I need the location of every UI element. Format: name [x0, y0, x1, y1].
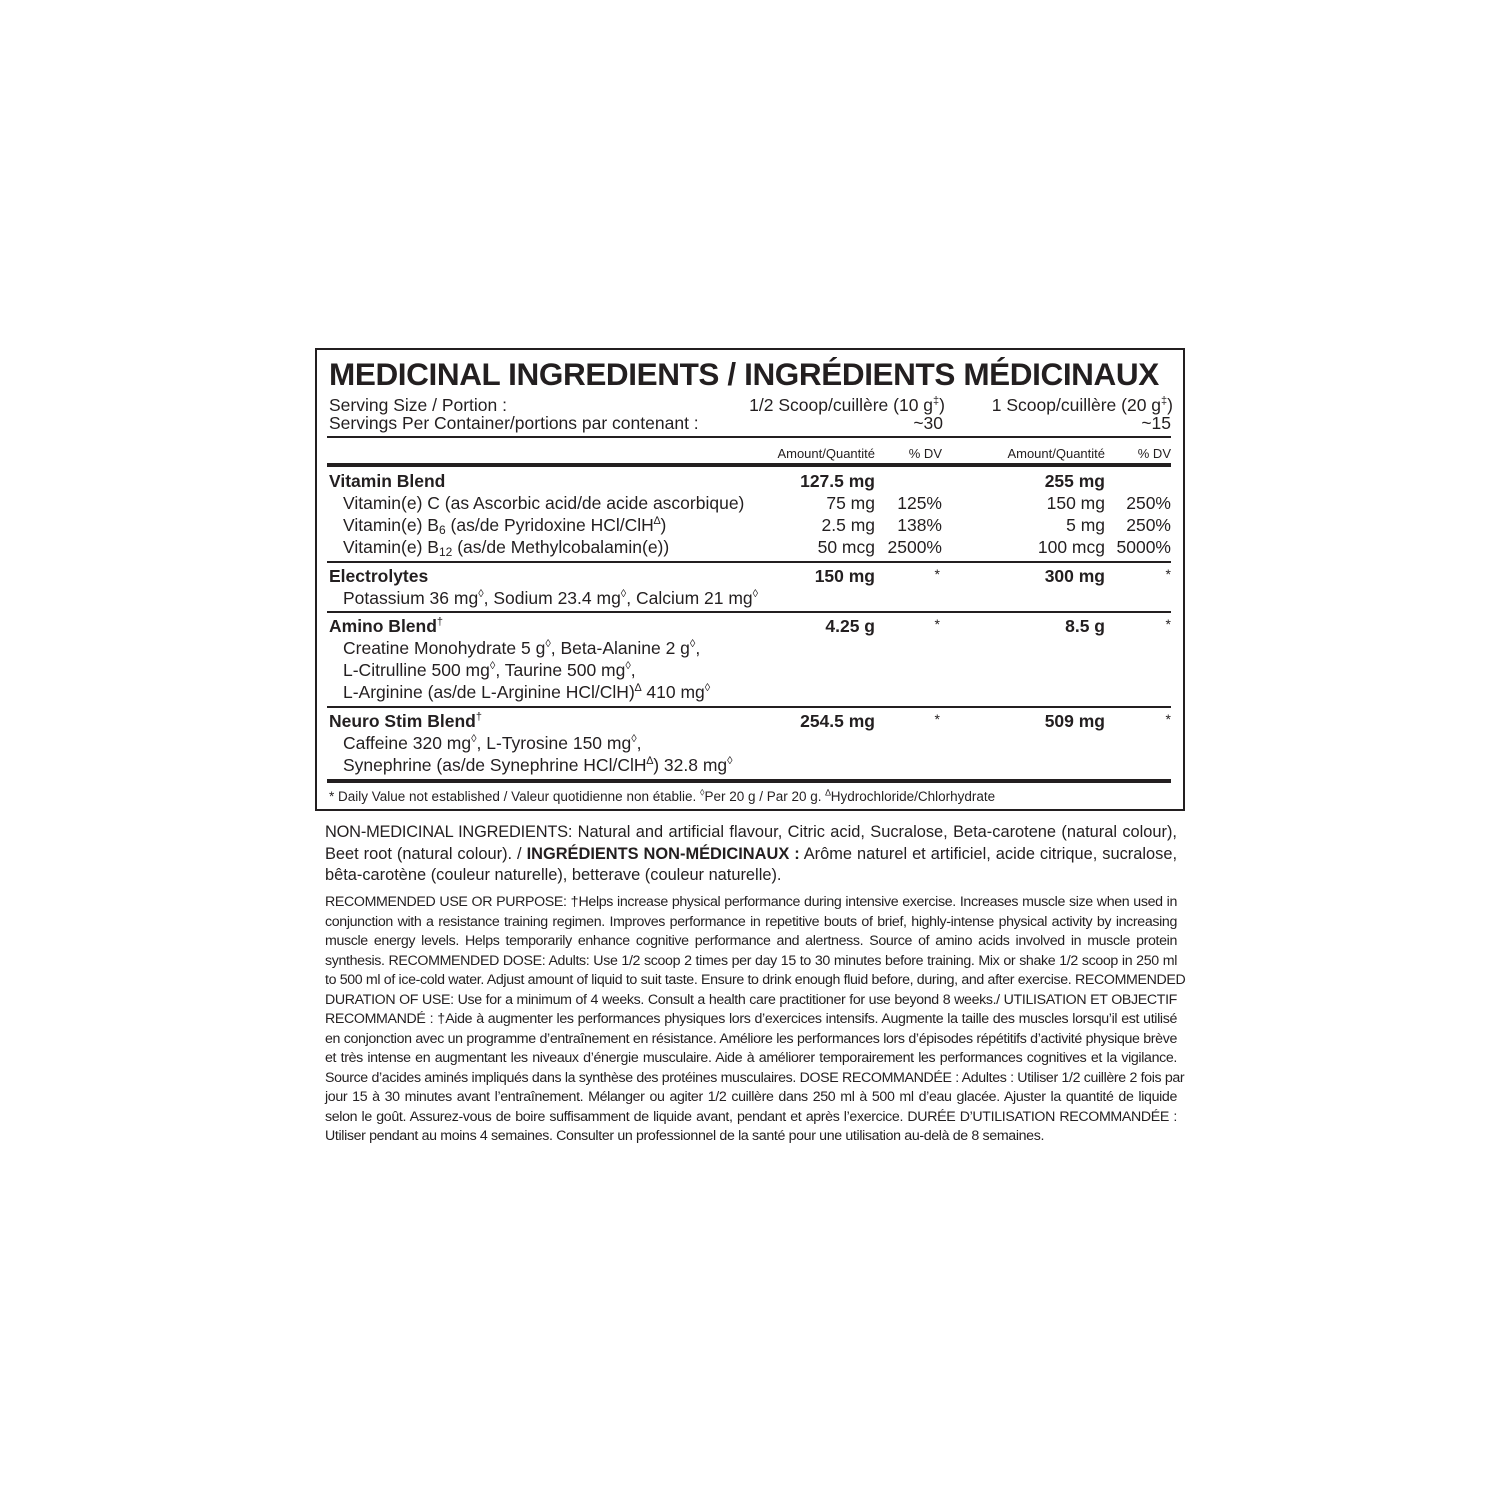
col-header-amount-2: Amount/Quantité — [1007, 446, 1105, 461]
footnote: * Daily Value not established / Valeur quotidienne non établie. ◊Per 20 g / Par 20 g. ∆Hydrochloride/Chlorhydrate — [329, 787, 996, 804]
neuro-stim-dv-2: * — [1165, 711, 1171, 727]
electrolytes-name: Electrolytes — [329, 566, 429, 586]
neuro-stim-dv-1: * — [934, 711, 940, 727]
divider — [327, 706, 1171, 708]
electrolytes-dv-1: * — [934, 566, 940, 582]
vitamin-blend-name: Vitamin Blend — [329, 471, 446, 491]
servings-count-full: ~15 — [1141, 413, 1171, 433]
vitamin-b6-amount-2: 5 mg — [1066, 515, 1105, 535]
vitamin-c-amount-1: 75 mg — [826, 493, 875, 513]
vitamin-b6-amount-1: 2.5 mg — [821, 515, 875, 535]
thick-divider — [327, 463, 1171, 467]
panel-title: MEDICINAL INGREDIENTS / INGRÉDIENTS MÉDICINAUX — [329, 356, 1159, 392]
vitamin-b12-dv-1: 2500% — [887, 537, 942, 557]
serving-half-scoop: 1/2 Scoop/cuillère (10 g‡) — [749, 395, 945, 415]
electrolytes-amount-2: 300 mg — [1044, 566, 1105, 586]
col-header-dv-1: % DV — [908, 446, 942, 461]
vitamin-b6-dv-2: 250% — [1126, 515, 1171, 535]
neuro-stim-line-1: Caffeine 320 mg◊, L-Tyrosine 150 mg◊, — [343, 733, 642, 753]
servings-count-half: ~30 — [913, 413, 943, 433]
serving-size-label: Serving Size / Portion : — [329, 395, 507, 415]
vitamin-b12-label: Vitamin(e) $B_{12}$ (as/de Methylcobalamin(e)) — [343, 537, 670, 559]
non-medicinal-ingredients: NON-MEDICINAL INGREDIENTS: Natural and artificial flavour, Citric acid, Sucralose, Beta-carotene (natural colour), Beet root (natural colour). / INGRÉDIENTS NON-MÉDICINAUX : Arôme naturel et artificiel, acide citrique, sucralose, bêta-carotène (couleur naturelle), betterave (couleur naturelle). — [325, 823, 1177, 884]
divider — [327, 561, 1171, 563]
amino-blend-line-2: L-Citrulline 500 mg◊, Taurine 500 mg◊, — [343, 660, 636, 680]
vitamin-b6-dv-1: 138% — [897, 515, 942, 535]
vitamin-blend-amount-1: 127.5 mg — [800, 471, 875, 491]
amino-blend-line-3: L-Arginine (as/de L-Arginine HCl/ClH)∆ 410 mg◊ — [343, 682, 711, 702]
serving-full-scoop: 1 Scoop/cuillère (20 g‡) — [991, 395, 1173, 415]
col-header-dv-2: % DV — [1137, 446, 1171, 461]
divider — [327, 436, 1171, 438]
amino-blend-dv-1: * — [934, 616, 940, 632]
divider — [327, 611, 1171, 613]
vitamin-b6-label: Vitamin(e) $B_6$ (as/de Pyridoxine HCl/ClH∆) — [343, 515, 667, 537]
recommended-use-text: RECOMMENDED USE OR PURPOSE: †Helps increase physical performance during intensive exercise. Increases muscle size when used in conjunction with a resistance training regimen. Improves performance in repetitive bouts of brief, highly-intense physical activity by increasing muscle energy levels. Helps temporarily enhance cognitive performance and alertness. Source of amino acids involved in muscle protein synthesis. RECOMMENDED DOSE: Adults: Use 1/2 scoop 2 times per day 15 to 30 minutes before training. Mix or shake 1/2 scoop in 250 ml to 500 ml of ice-cold water. Adjust amount of liquid to suit taste. Ensure to drink enough fluid before, during, and after exercise. RECOMMENDED DURATION OF USE: Use for a minimum of 4 weeks. Consult a health care practitioner for use beyond 8 weeks./ UTILISATION ET OBJECTIF RECOMMANDÉ : †Aide à augmenter les performances physiques lors d’exercices intensifs. Augmente la taille des muscles lorsqu’il est utilisé en conjonction avec un programme d’entraînement en résistance. Améliore les performances lors d’épisodes répétitifs d’activité physique brève et très intense en augmentant les niveaux d’énergie musculaire. Aide à améliorer temporairement les performances cognitives et la vigilance. Source d’acides aminés impliqués dans la synthèse des protéines musculaires. DOSE RECOMMANDÉE : Adultes : Utiliser 1/2 cuillère 2 fois par jour 15 à 30 minutes avant l’entraînement. Mélanger ou agiter 1/2 cuillère dans 250 ml à 500 ml d’eau glacée. Ajuster la quantité de liquide selon le goût. Assurez-vous de boire suffisamment de liquide avant, pendant et après l’exercice. DURÉE D’UTILISATION RECOMMANDÉE : Utiliser pendant au moins 4 semaines. Consulter un professionnel de la santé pour une utilisation au-delà de 8 semaines. — [325, 894, 1186, 1144]
electrolytes-dv-2: * — [1165, 566, 1171, 582]
amino-blend-dv-2: * — [1165, 616, 1171, 632]
vitamin-blend-amount-2: 255 mg — [1044, 471, 1105, 491]
medicinal-ingredients-panel — [315, 348, 1185, 811]
electrolytes-amount-1: 150 mg — [814, 566, 875, 586]
electrolytes-detail: Potassium 36 mg◊, Sodium 23.4 mg◊, Calcium 21 mg◊ — [343, 588, 759, 608]
vitamin-c-dv-2: 250% — [1126, 493, 1171, 513]
amino-blend-line-1: Creatine Monohydrate 5 g◊, Beta-Alanine 2 g◊, — [343, 638, 701, 658]
vitamin-c-amount-2: 150 mg — [1046, 493, 1105, 513]
vitamin-b12-amount-2: 100 mcg — [1037, 537, 1105, 557]
amino-blend-name: Amino Blend† — [329, 616, 444, 636]
neuro-stim-line-2: Synephrine (as/de Synephrine HCl/ClH∆) 32.8 mg◊ — [343, 755, 733, 775]
vitamin-c-label: Vitamin(e) C (as Ascorbic acid/de acide ascorbique) — [343, 493, 745, 513]
col-header-amount-1: Amount/Quantité — [777, 446, 875, 461]
servings-per-container-label: Servings Per Container/portions par contenant : — [329, 413, 699, 433]
thick-divider — [327, 779, 1171, 783]
vitamin-c-dv-1: 125% — [897, 493, 942, 513]
neuro-stim-amount-1: 254.5 mg — [800, 711, 875, 731]
amino-blend-amount-2: 8.5 g — [1065, 616, 1105, 636]
amino-blend-amount-1: 4.25 g — [825, 616, 875, 636]
vitamin-b12-amount-1: 50 mcg — [817, 537, 875, 557]
vitamin-b12-dv-2: 5000% — [1116, 537, 1171, 557]
neuro-stim-blend-name: Neuro Stim Blend† — [329, 711, 482, 731]
neuro-stim-amount-2: 509 mg — [1044, 711, 1105, 731]
